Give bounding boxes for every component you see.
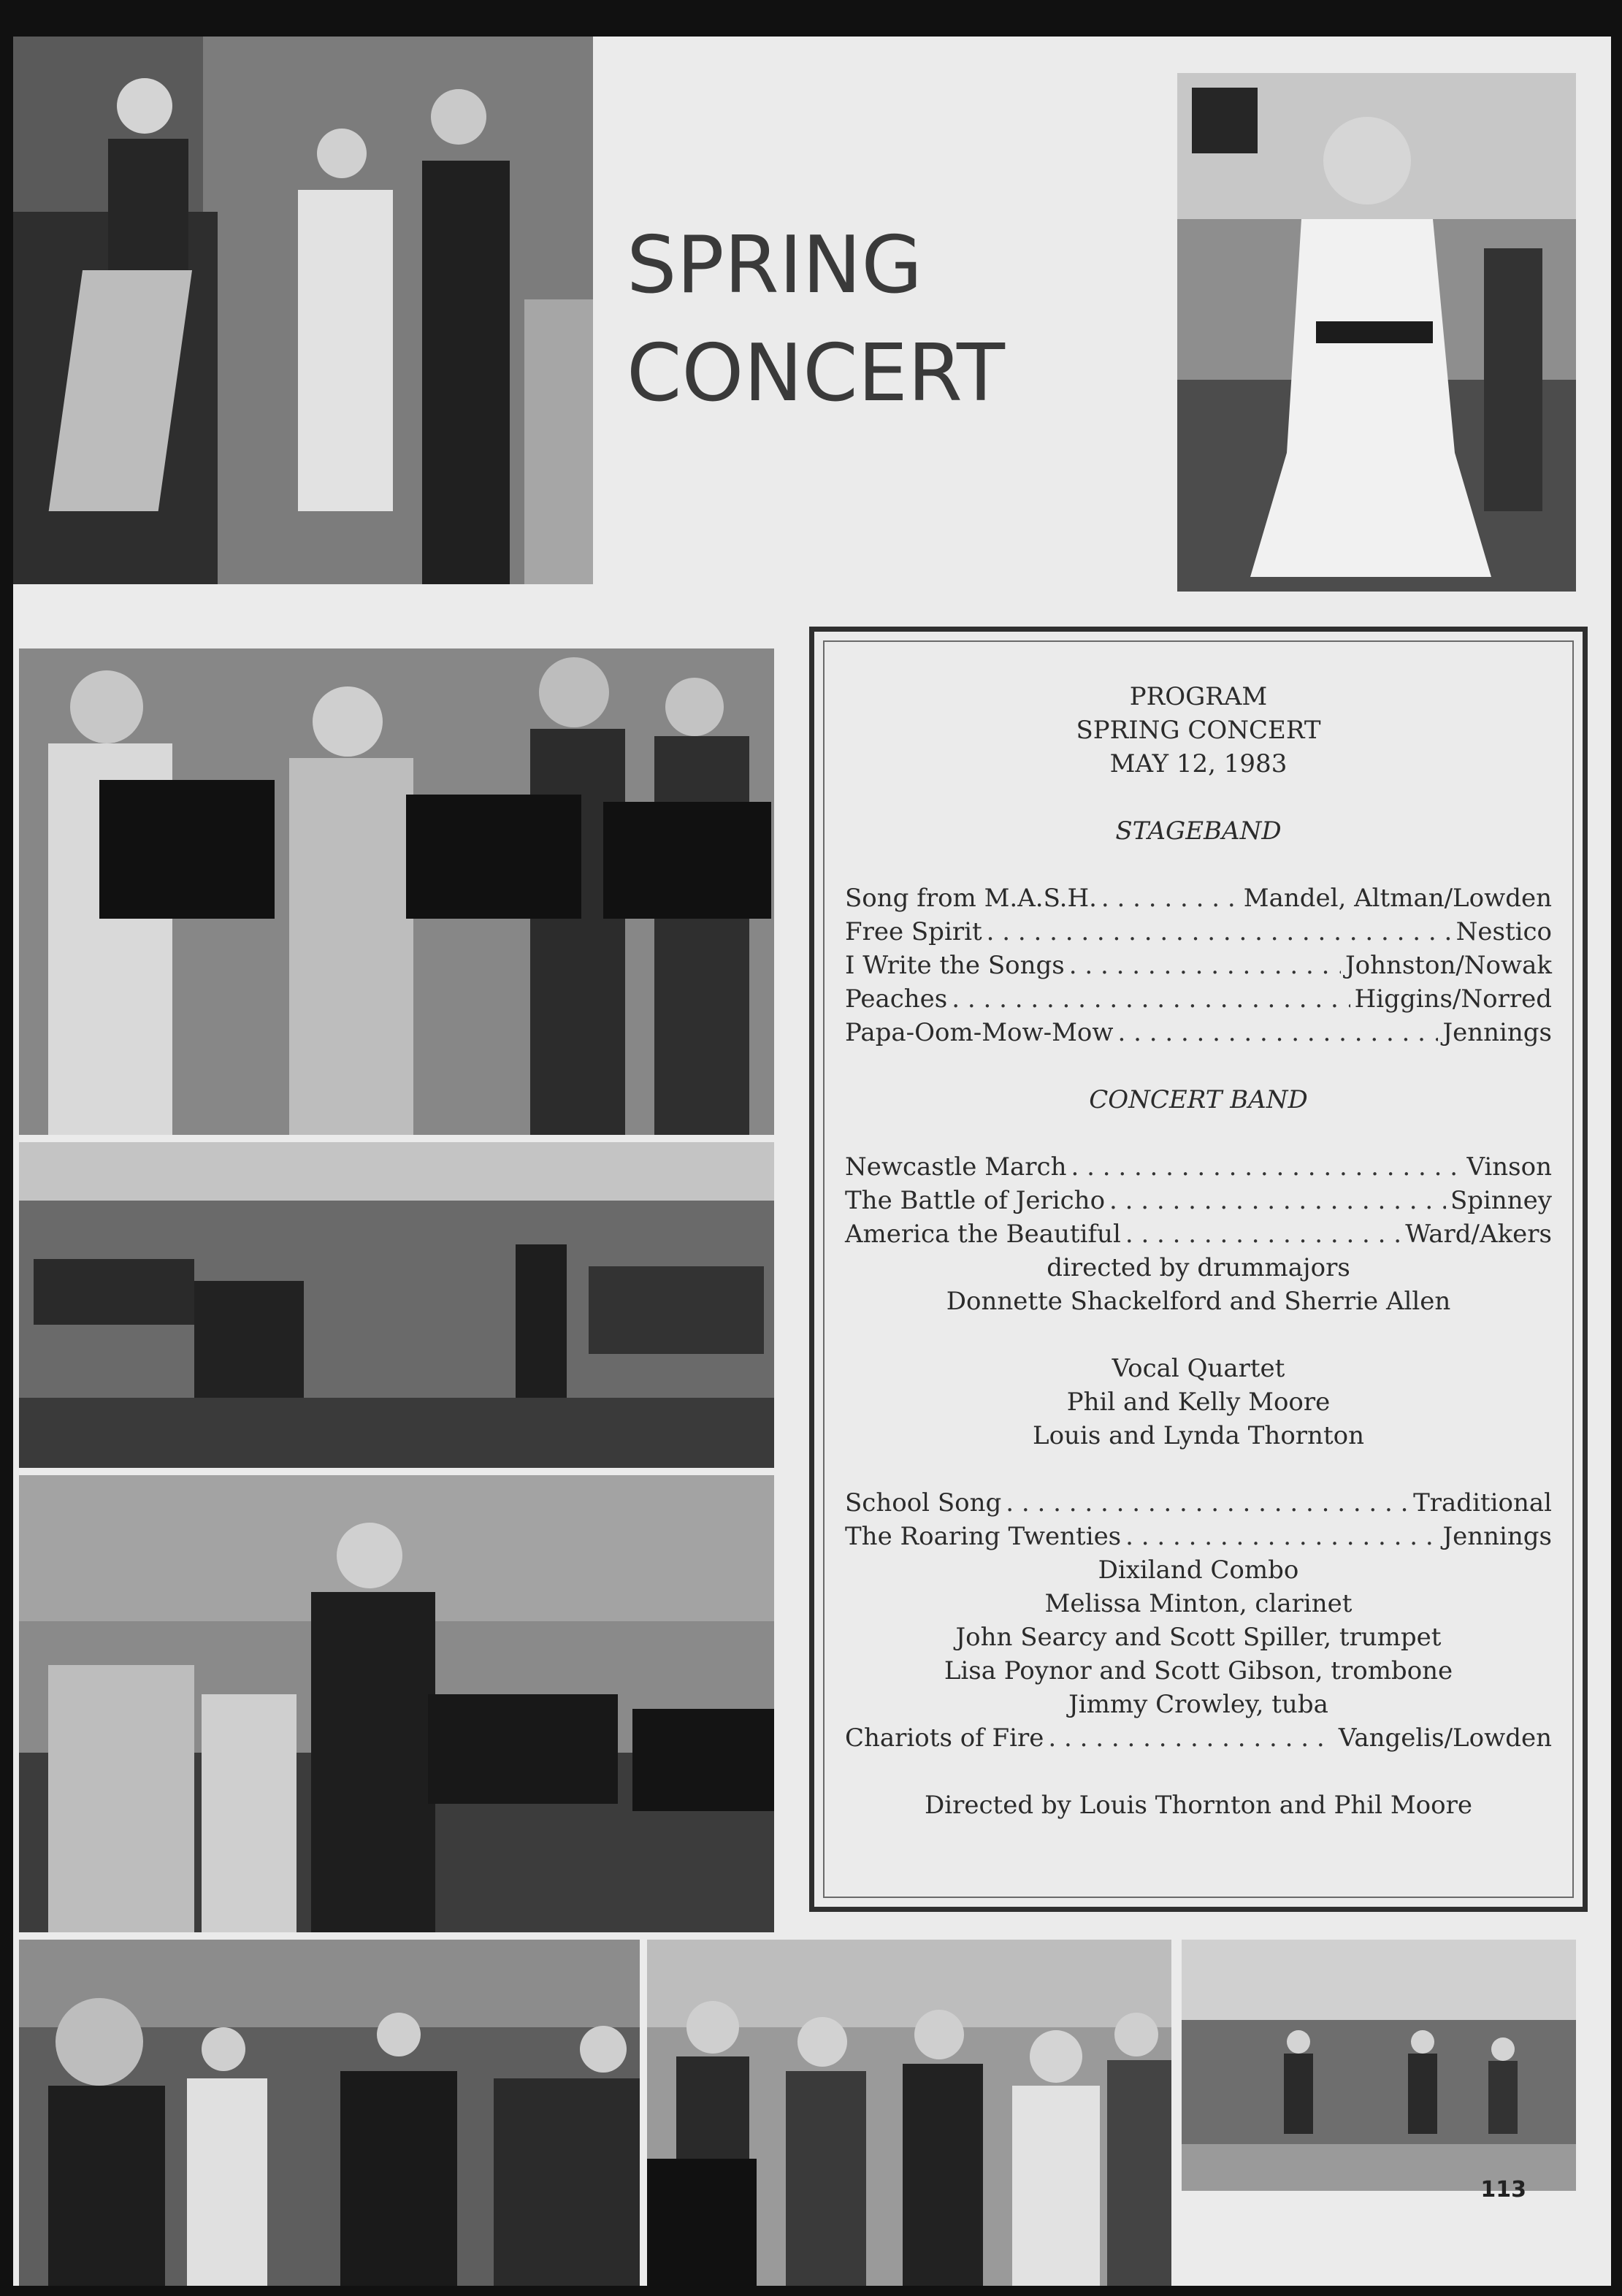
title-line-spring: SPRING [627,220,923,311]
yearbook-page [13,37,1611,2286]
program-header-event: SPRING CONCERT [1076,716,1321,745]
entry-song: The Battle of Jericho [845,1186,1106,1215]
photo-band-stage-small [1182,1940,1576,2191]
entry-song: Papa-Oom-Mow-Mow [845,1018,1114,1047]
entry-song: Free Spirit [845,917,982,946]
entry-composer: Vinson [1466,1152,1552,1182]
program-header-date: MAY 12, 1983 [1109,749,1288,778]
combo-line: Dixiland Combo [1098,1555,1299,1585]
photo-soloist-singer [1177,73,1576,592]
entry-composer: Nestico [1455,917,1552,946]
entry-composer: Vangelis/Lowden [1338,1723,1552,1753]
combo-line: Melissa Minton, clarinet [1044,1589,1353,1618]
program-content [845,680,1552,1822]
page-number: 113 [1480,2177,1526,2203]
entry-song: I Write the Songs [845,951,1065,980]
entry-composer: Johnston/Nowak [1344,951,1552,980]
combo-line: Lisa Poynor and Scott Gibson, trombone [944,1656,1453,1685]
entry-song: America the Beautiful [845,1220,1121,1249]
entry-song: Chariots of Fire [845,1723,1044,1753]
photo-brass-players-image [19,1940,640,2286]
photo-vocal-quartet-image [19,648,774,1135]
photo-women-group [647,1940,1171,2286]
photo-podium-speakers-image [13,37,593,584]
section-title-concert-band: CONCERT BAND [1089,1085,1308,1114]
program-entry [845,1217,1552,1251]
director-line: Directed by Louis Thornton and Phil Moore [925,1791,1472,1820]
vocal-quartet-title: Vocal Quartet [1112,1354,1285,1383]
entry-composer: Spinney [1450,1186,1552,1215]
program-entry [845,949,1552,982]
combo-line: John Searcy and Scott Spiller, trumpet [955,1623,1442,1652]
program-entry [845,1520,1552,1553]
combo-line: Jimmy Crowley, tuba [1068,1690,1328,1719]
program-entry [845,1150,1552,1184]
program-entry [845,1486,1552,1520]
photo-stage-band-wide [19,1142,774,1468]
program-note: Donnette Shackelford and Sherrie Allen [946,1287,1451,1316]
program-entry [845,1721,1552,1755]
entry-song: Newcastle March [845,1152,1067,1182]
photo-brass-players [19,1940,640,2286]
photo-band-director [19,1475,774,1932]
entry-composer: Ward/Akers [1405,1220,1552,1249]
photo-podium-speakers [13,37,593,584]
photo-women-group-image [647,1940,1171,2286]
program-entry [845,1016,1552,1049]
photo-soloist-singer-image [1177,73,1576,592]
program-note: directed by drummajors [1047,1253,1350,1282]
entry-song: Peaches [845,984,948,1014]
program-entry [845,982,1552,1016]
photo-band-stage-small-image [1182,1940,1576,2191]
section-title-stageband: STAGEBAND [1115,816,1282,846]
program-entry [845,881,1552,915]
entry-song: School Song [845,1488,1002,1518]
photo-band-director-image [19,1475,774,1932]
entry-composer: Mandel, Altman/Lowden [1243,884,1552,913]
program-box [809,627,1588,1912]
title-line-concert: CONCERT [627,328,1006,419]
program-entry [845,1184,1552,1217]
entry-composer: Jennings [1442,1018,1552,1047]
entry-song: The Roaring Twenties [845,1522,1122,1551]
entry-composer: Higgins/Norred [1354,984,1552,1014]
photo-stage-band-wide-image [19,1142,774,1468]
entry-composer: Traditional [1413,1488,1552,1518]
photo-vocal-quartet [19,648,774,1135]
vocal-quartet-members: Phil and Kelly Moore [1066,1388,1331,1417]
program-entry [845,915,1552,949]
entry-composer: Jennings [1442,1522,1552,1551]
entry-song: Song from M.A.S.H. [845,884,1097,913]
vocal-quartet-members: Louis and Lynda Thornton [1033,1421,1364,1450]
program-header-program: PROGRAM [1129,682,1268,711]
page-title [627,212,1005,428]
